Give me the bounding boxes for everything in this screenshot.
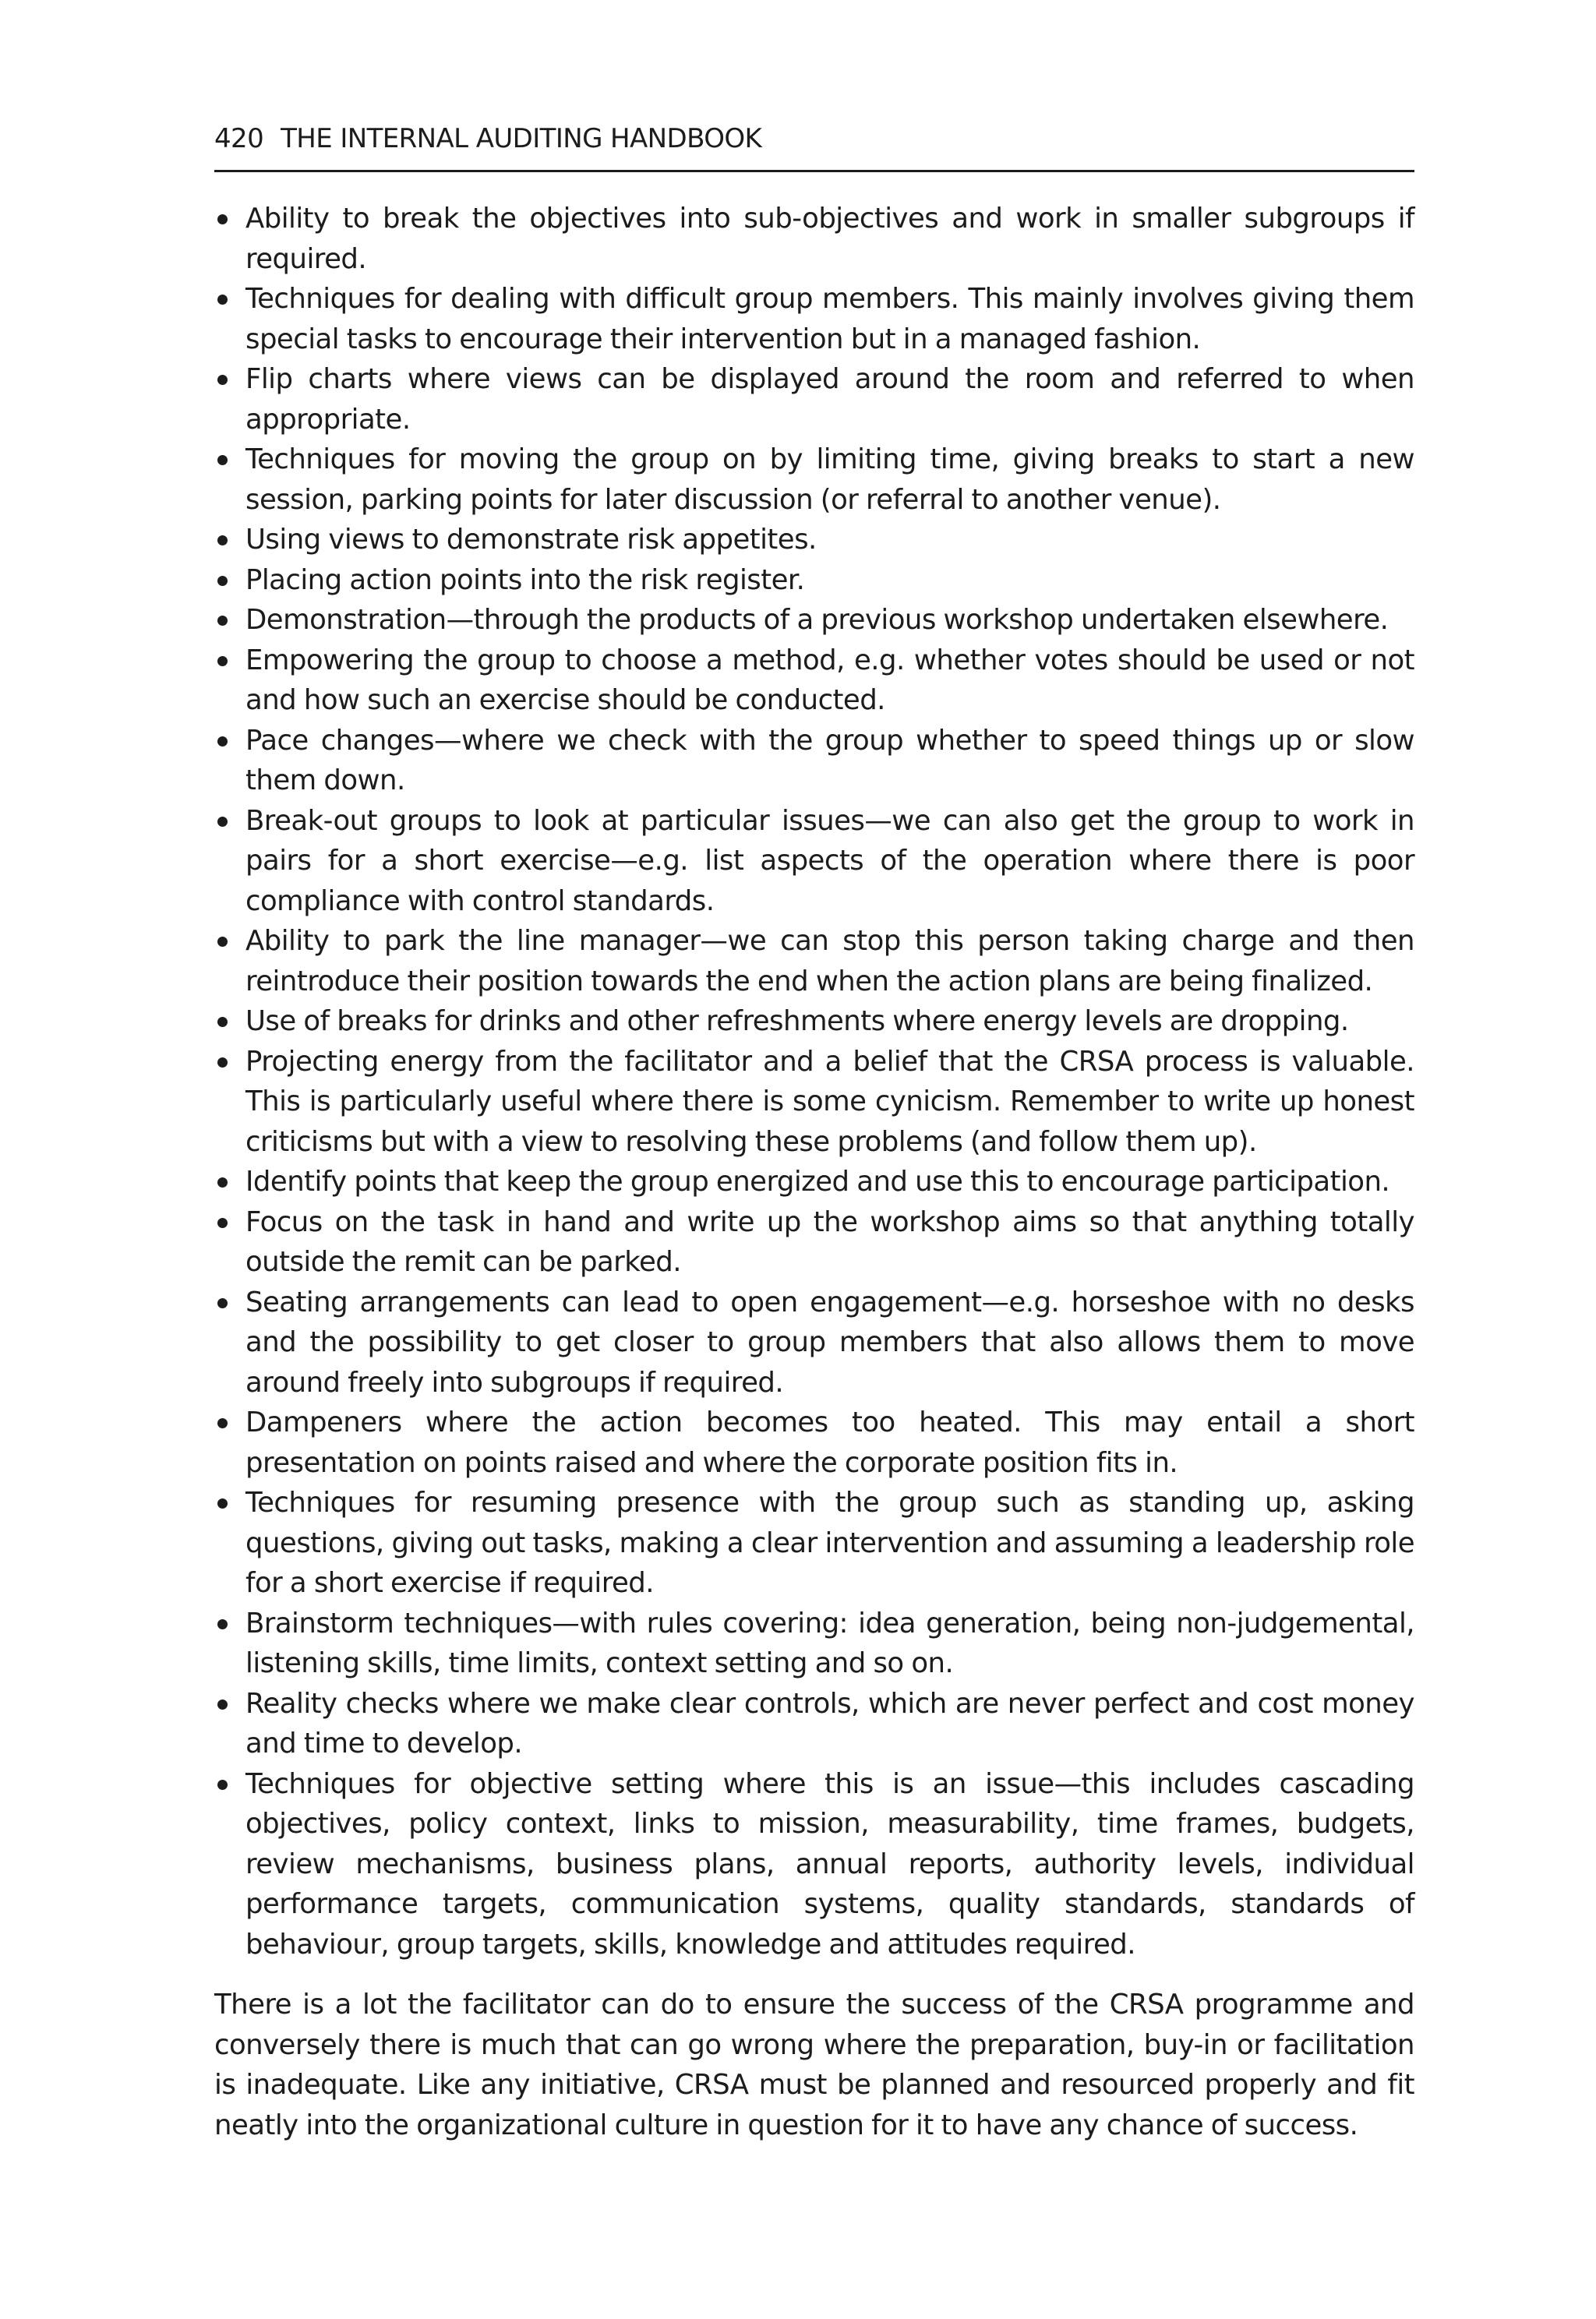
- bullet-text: Pace changes—where we check with the group whether to speed things up or slow them down.: [245, 724, 1414, 796]
- bullet-icon: [217, 295, 228, 305]
- bullet-item: [214, 1162, 1414, 1202]
- bullet-icon: [217, 1017, 228, 1027]
- bullet-text: Techniques for dealing with difficult group members. This mainly involves giving them special tasks to encourage their intervention but in a managed fashion.: [245, 283, 1414, 355]
- bullet-item: [214, 641, 1414, 721]
- bullet-text: Dampeners where the action becomes too heated. This may entail a short presentation on points raised and where the corporate position fits in.: [245, 1407, 1414, 1479]
- bullet-text: Techniques for moving the group on by limiting time, giving breaks to start a new session, parking points for later discussion (or referral to another venue).: [245, 443, 1414, 516]
- bullet-icon: [217, 1057, 228, 1068]
- bullet-text: Seating arrangements can lead to open engagement—e.g. horseshoe with no desks and the possibility to get closer to group members that also allows them to move around freely into subgroups if required.: [245, 1286, 1414, 1399]
- bullet-item: [214, 1001, 1414, 1042]
- bullet-text: Break-out groups to look at particular issues—we can also get the group to work in pairs for a short exercise—e.g. list aspects of the operation where there is poor compliance with control standards.: [245, 804, 1414, 917]
- bullet-item: [214, 279, 1414, 359]
- bullet-icon: [217, 616, 228, 626]
- book-title: THE INTERNAL AUDITING HANDBOOK: [281, 123, 762, 154]
- bullet-text: Techniques for objective setting where this is an issue—this includes cascading objectives, policy context, links to mission, measurability, time frames, budgets, review mechanisms, business plans, annual reports, authority levels, individual performance targets, communication systems, quality standards, standards of behaviour, group targets, skills, knowledge and attitudes required.: [245, 1767, 1414, 1961]
- bullet-icon: [217, 817, 228, 827]
- bullet-icon: [217, 1218, 228, 1228]
- bullet-icon: [217, 1700, 228, 1710]
- page-content: [214, 199, 1414, 2145]
- bullet-icon: [217, 455, 228, 465]
- bullet-item: [214, 520, 1414, 560]
- bullet-text: Placing action points into the risk register.: [245, 563, 805, 596]
- bullet-item: [214, 359, 1414, 439]
- bullet-text: Empowering the group to choose a method, e.g. whether votes should be used or not and how such an exercise should be conducted.: [245, 644, 1414, 716]
- bullet-item: [214, 1764, 1414, 1965]
- bullet-item: [214, 1684, 1414, 1764]
- bullet-icon: [217, 214, 228, 224]
- bullet-list: [214, 199, 1414, 1964]
- bullet-text: Techniques for resuming presence with the group such as standing up, asking questions, giving out tasks, making a clear intervention and assuming a leadership role for a short exercise if required.: [245, 1487, 1414, 1599]
- closing-paragraph: There is a lot the facilitator can do to ensure the success of the CRSA programme and conversely there is much that can go wrong where the preparation, buy-in or facilitation is inadequate. Like any initiative, CRSA must be planned and resourced properly and fit neatly into the organizational culture in question for it to have any chance of success.: [214, 1989, 1414, 2141]
- bullet-icon: [217, 1177, 228, 1188]
- bullet-icon: [217, 1619, 228, 1629]
- bullet-item: [214, 1202, 1414, 1283]
- bullet-text: Ability to break the objectives into sub-objectives and work in smaller subgroups if required.: [245, 203, 1414, 275]
- bullet-item: [214, 801, 1414, 922]
- bullet-icon: [217, 1298, 228, 1308]
- bullet-icon: [217, 1498, 228, 1509]
- bullet-icon: [217, 576, 228, 586]
- bullet-text: Demonstration—through the products of a previous workshop undertaken elsewhere.: [245, 604, 1389, 636]
- bullet-icon: [217, 1418, 228, 1428]
- bullet-item: [214, 199, 1414, 279]
- bullet-item: [214, 439, 1414, 520]
- bullet-text: Projecting energy from the facilitator and a belief that the CRSA process is valuable. This is particularly useful where there is some cynicism. Remember to write up honest criticisms but with a view to resolving these problems (and follow them up).: [245, 1045, 1414, 1158]
- bullet-text: Identify points that keep the group energized and use this to encourage participation.: [245, 1166, 1390, 1198]
- bullet-text: Focus on the task in hand and write up the workshop aims so that anything totally outside the remit can be parked.: [245, 1205, 1414, 1278]
- page-number: 420: [214, 123, 264, 154]
- bullet-icon: [217, 535, 228, 545]
- bullet-text: Reality checks where we make clear controls, which are never perfect and cost money and time to develop.: [245, 1687, 1414, 1760]
- bullet-icon: [217, 736, 228, 747]
- bullet-icon: [217, 937, 228, 947]
- bullet-item: [214, 721, 1414, 801]
- bullet-item: [214, 1042, 1414, 1163]
- bullet-icon: [217, 375, 228, 385]
- bullet-text: Use of breaks for drinks and other refreshments where energy levels are dropping.: [245, 1005, 1349, 1037]
- bullet-icon: [217, 656, 228, 666]
- bullet-icon: [217, 1780, 228, 1790]
- bullet-item: [214, 1604, 1414, 1684]
- bullet-item: [214, 560, 1414, 601]
- running-head: [214, 117, 1414, 172]
- bullet-text: Flip charts where views can be displayed around the room and referred to when appropriate.: [245, 363, 1414, 436]
- bullet-text: Using views to demonstrate risk appetites.: [245, 524, 817, 556]
- bullet-text: Brainstorm techniques—with rules covering: idea generation, being non-judgemental, listening skills, time limits, context setting and so on.: [245, 1607, 1414, 1679]
- bullet-item: [214, 921, 1414, 1001]
- bullet-item: [214, 1403, 1414, 1483]
- bullet-item: [214, 600, 1414, 641]
- bullet-item: [214, 1283, 1414, 1403]
- bullet-text: Ability to park the line manager—we can stop this person taking charge and then reintroduce their position towards the end when the action plans are being finalized.: [245, 925, 1414, 997]
- bullet-item: [214, 1483, 1414, 1604]
